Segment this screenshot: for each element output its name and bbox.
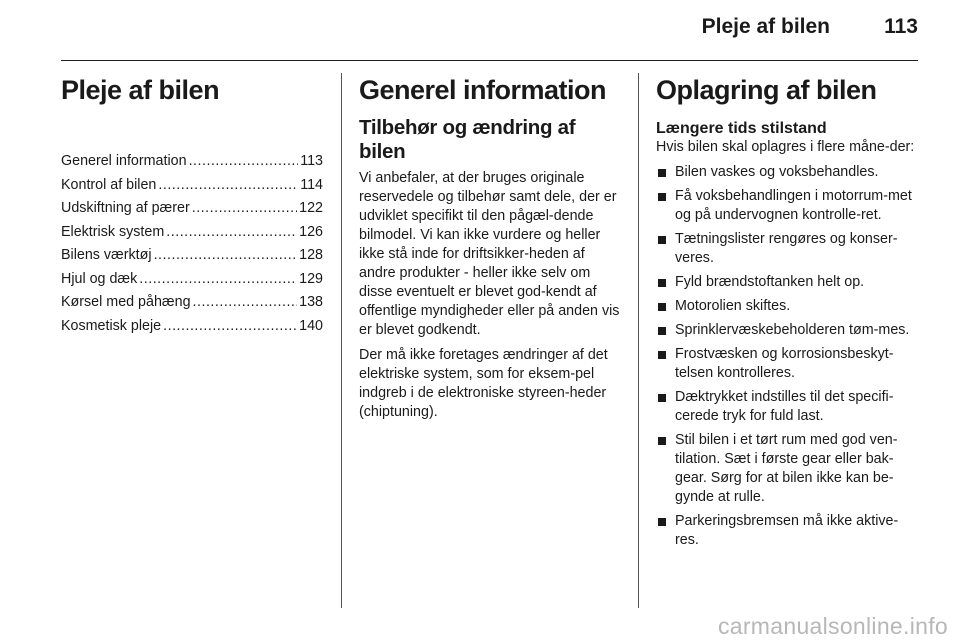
toc-entry-label: Elektrisk system xyxy=(61,223,165,240)
list-item xyxy=(656,230,918,268)
toc-entry-page: 138 xyxy=(299,294,323,310)
list-item xyxy=(656,163,918,182)
toc-entry-page: 114 xyxy=(300,176,323,193)
toc-leader-dots xyxy=(192,197,297,221)
list-item-text: Stil bilen i et tørt rum med god ven-tilation. Sæt i første gear eller bak-gear. Sørg for at bilen ikke kan be-gynde at rulle. xyxy=(675,432,898,505)
toc-entry[interactable] xyxy=(61,291,323,315)
storage-intro: Hvis bilen skal oplagres i flere måne-der: xyxy=(656,139,915,155)
toc-entry-page: 126 xyxy=(299,223,323,240)
list-item xyxy=(656,297,918,316)
general-subtitle: Tilbehør og ændring af bilen xyxy=(359,116,576,163)
storage-title: Oplagring af bilen xyxy=(656,75,877,105)
square-bullet-icon xyxy=(658,193,666,201)
square-bullet-icon xyxy=(658,279,666,287)
list-item-text: Bilen vaskes og voksbehandles. xyxy=(675,164,879,180)
header-title: Pleje af bilen xyxy=(701,15,830,38)
toc-leader-dots xyxy=(189,150,299,174)
list-item xyxy=(656,273,918,292)
general-paragraph: Der må ikke foretages ændringer af det elektriske system, som for eksem-pel indgreb i de elektroniske styreen-heder (chiptuning). xyxy=(359,347,608,420)
toc-leader-dots xyxy=(193,291,298,315)
storage-subtitle: Længere tids stilstand xyxy=(656,120,827,137)
column-divider-2 xyxy=(638,73,639,608)
list-item-text: Frostvæsken og korrosionsbeskyt-telsen kontrolleres. xyxy=(675,346,894,381)
column-divider-1 xyxy=(341,73,342,608)
list-item-text: Sprinklervæskebeholderen tøm-mes. xyxy=(675,322,910,338)
toc-entry-label: Udskiftning af pærer xyxy=(61,200,190,216)
list-item xyxy=(656,512,918,550)
toc-leader-dots xyxy=(154,244,298,268)
toc-entry[interactable] xyxy=(61,174,323,198)
toc-entry[interactable] xyxy=(61,244,323,268)
list-item-text: Dæktrykket indstilles til det specifi-cerede tryk for fuld last. xyxy=(675,389,894,424)
toc-leader-dots xyxy=(158,174,298,198)
list-item-text: Tætningslister rengøres og konser-veres. xyxy=(675,231,898,266)
list-item-text: Fyld brændstoftanken helt op. xyxy=(675,274,865,290)
general-column xyxy=(359,70,621,428)
list-item-text: Parkeringsbremsen må ikke aktive-res. xyxy=(675,513,899,548)
square-bullet-icon xyxy=(658,236,666,244)
list-item xyxy=(656,388,918,426)
toc-entry-label: Kontrol af bilen xyxy=(61,176,157,193)
toc-entry[interactable] xyxy=(61,197,323,221)
square-bullet-icon xyxy=(658,351,666,359)
toc-entry-page: 140 xyxy=(299,317,323,334)
square-bullet-icon xyxy=(658,518,666,526)
list-item xyxy=(656,345,918,383)
toc-entry-page: 122 xyxy=(299,200,323,216)
toc-entry-label: Kørsel med påhæng xyxy=(61,294,191,310)
square-bullet-icon xyxy=(658,394,666,402)
square-bullet-icon xyxy=(658,437,666,445)
list-item-text: Motorolien skiftes. xyxy=(675,298,791,314)
toc-entry[interactable] xyxy=(61,268,323,292)
list-item xyxy=(656,431,918,507)
toc-leader-dots xyxy=(166,221,297,245)
toc-entry[interactable] xyxy=(61,221,323,245)
toc-entry[interactable] xyxy=(61,315,323,339)
toc-leader-dots xyxy=(163,315,297,339)
square-bullet-icon xyxy=(658,327,666,335)
list-item xyxy=(656,321,918,340)
general-title: Generel information xyxy=(359,75,607,105)
storage-checklist xyxy=(656,163,918,550)
toc-entry-label: Hjul og dæk xyxy=(61,270,138,287)
square-bullet-icon xyxy=(658,169,666,177)
toc-entry-page: 129 xyxy=(299,270,323,287)
header-page-number: 113 xyxy=(884,15,918,38)
toc-entry-label: Kosmetisk pleje xyxy=(61,317,162,334)
list-item-text: Få voksbehandlingen i motorrum-met og på undervognen kontrolle-ret. xyxy=(675,188,912,223)
toc-title: Pleje af bilen xyxy=(61,75,220,105)
toc-entry-label: Generel information xyxy=(61,153,187,169)
toc-entry-page: 113 xyxy=(300,153,323,169)
toc-leader-dots xyxy=(139,268,297,292)
toc-entry-page: 128 xyxy=(299,247,323,263)
list-item xyxy=(656,187,918,225)
storage-column xyxy=(656,70,918,555)
page-header xyxy=(61,0,918,61)
square-bullet-icon xyxy=(658,303,666,311)
watermark: carmanualsonline.info xyxy=(717,613,948,639)
toc-list xyxy=(61,150,323,338)
general-paragraph: Vi anbefaler, at der bruges originale reservedele og tilbehør samt dele, der er udviklet specifikt til den pågæl-dende bilmodel. Vi kan ikke vurdere og heller ikke stå inde for driftsikker-heden af andre produkter - heller ikke selv om disse eventuelt er blevet god-kendt af offentlige myndigheder eller på anden vis er blevet godkendt. xyxy=(359,170,620,338)
toc-entry-label: Bilens værktøj xyxy=(61,247,152,263)
toc-entry[interactable] xyxy=(61,150,323,174)
toc-column xyxy=(61,70,323,338)
